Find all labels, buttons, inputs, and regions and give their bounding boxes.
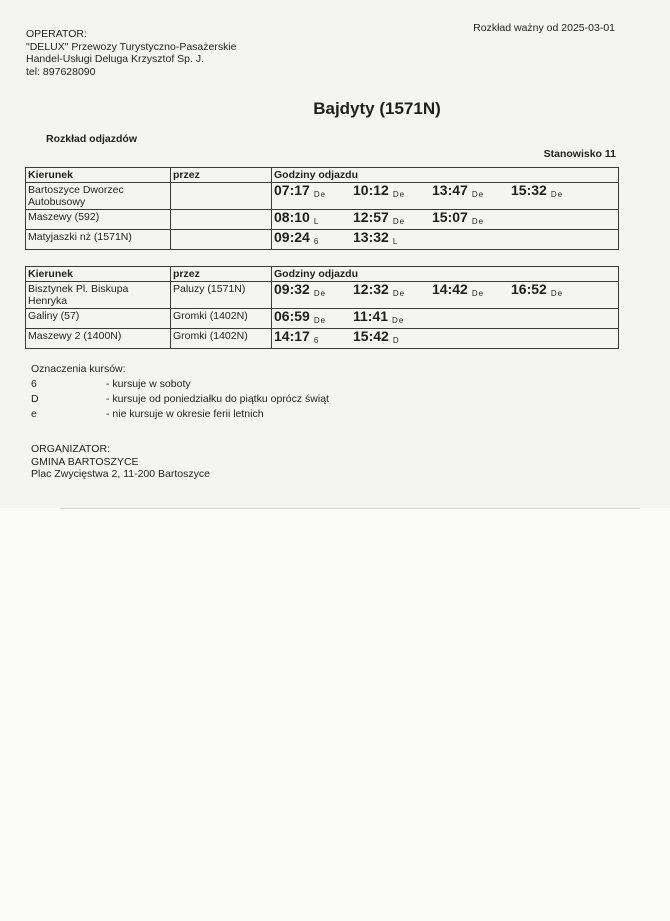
legend-code: e [31,408,37,420]
course-mark: De [313,289,327,298]
stand-number: Stanowisko 11 [543,148,616,160]
departure-time: 13:47 [432,182,468,198]
departure-time: 14:17 [274,328,310,344]
legend-item [31,377,191,392]
legend-block [31,362,329,422]
course-mark: 6 [313,237,320,246]
paper-fold-line [60,508,640,509]
operator-heading: OPERATOR: [26,28,87,40]
table-row [26,309,619,329]
departure-times-cell [272,282,619,309]
course-mark: De [550,190,564,199]
departure-time: 11:41 [353,308,389,324]
legend-item [31,407,264,422]
direction-cell: Bartoszyce Dworzec Autobusowy [26,183,171,210]
departure [274,283,353,300]
direction-header: Kierunek [26,168,171,183]
course-mark: 6 [313,336,320,345]
organizer-block [31,443,210,481]
course-mark: De [471,190,485,199]
legend-description: - kursuje od poniedziałku do piątku oprócz świąt [106,393,329,405]
table-header-row [26,168,619,183]
departure-times-cell [272,210,619,230]
departure-time: 15:42 [353,328,389,344]
departure [274,231,353,248]
departure [353,283,432,300]
departure-time: 15:07 [432,209,468,225]
departure-time: 09:24 [274,229,310,245]
via-header: przez [171,267,272,282]
via-cell [171,183,272,210]
organizer-address: Plac Zwycięstwa 2, 11-200 Bartoszyce [31,468,210,480]
departure-times-cell [272,309,619,329]
direction-cell: Matyjaszki nż (1571N) [26,230,171,250]
table-row [26,282,619,309]
course-mark: L [392,237,399,246]
table-header-row [26,267,619,282]
departure-time: 14:42 [432,281,468,297]
via-cell: Gromki (1402N) [171,329,272,349]
departure [353,310,432,327]
direction-cell: Maszewy (592) [26,210,171,230]
course-mark: D [392,336,400,345]
course-mark: De [392,316,405,325]
course-mark: L [313,217,320,226]
departure [274,310,353,327]
departure-time: 06:59 [274,308,310,324]
departure [432,283,511,300]
departure [274,211,353,228]
legend-title: Oznaczenia kursów: [31,363,126,375]
table-row [26,230,619,250]
departure [274,184,353,201]
departure-time: 13:32 [353,229,389,245]
legend-description: - kursuje w soboty [106,378,191,390]
legend-item [31,392,329,407]
departure-time: 16:52 [511,281,547,297]
direction-cell: Maszewy 2 (1400N) [26,329,171,349]
departure [353,184,432,201]
departure-times-cell [272,230,619,250]
times-header: Godziny odjazdu [272,267,619,282]
legend-description: - nie kursuje w okresie ferii letnich [106,408,264,420]
course-mark: De [313,190,327,199]
course-mark: De [392,190,406,199]
departure-time: 12:32 [353,281,389,297]
departure-time: 09:32 [274,281,310,297]
departure-time: 07:17 [274,182,310,198]
departure [511,184,590,201]
departures-table-1 [25,167,619,250]
via-cell: Gromki (1402N) [171,309,272,329]
table-row [26,210,619,230]
organizer-name: GMINA BARTOSZYCE [31,455,139,468]
course-mark: De [471,289,485,298]
via-cell: Paluzy (1571N) [171,282,272,309]
departure-times-cell [272,183,619,210]
via-cell [171,210,272,230]
direction-cell: Galiny (57) [26,309,171,329]
organizer-heading: ORGANIZATOR: [31,443,110,455]
legend-code: 6 [31,378,37,390]
departure [274,330,353,347]
departure [432,184,511,201]
blank-lower-area [0,508,670,921]
departure-times-cell [272,329,619,349]
departure [353,330,432,347]
departure-time: 08:10 [274,209,310,225]
departure-time: 15:32 [511,182,547,198]
departure [353,231,432,248]
table-row [26,329,619,349]
departure [353,211,432,228]
course-mark: De [392,217,406,226]
operator-block [26,28,237,78]
course-mark: De [392,289,406,298]
via-cell [171,230,272,250]
operator-name-line2: Handel-Usługi Deluga Krzysztof Sp. J. [26,53,204,65]
direction-header: Kierunek [26,267,171,282]
times-header: Godziny odjazdu [272,168,619,183]
course-mark: De [313,316,327,325]
course-mark: De [471,217,485,226]
departure-time: 12:57 [353,209,389,225]
course-mark: De [550,289,564,298]
timetable-subtitle: Rozkład odjazdów [46,133,138,145]
legend-code: D [31,393,39,405]
operator-phone: tel: 897628090 [26,65,96,78]
table-row [26,183,619,210]
departure [511,283,590,300]
direction-cell: Bisztynek Pl. Biskupa Henryka [26,282,171,309]
via-header: przez [171,168,272,183]
stop-title: Bajdyty (1571N) [313,99,441,118]
departure-time: 10:12 [353,182,389,198]
valid-from-date: Rozkład ważny od 2025-03-01 [473,22,615,34]
departure [432,211,511,228]
operator-name-line1: "DELUX" Przewozy Turystyczno-Pasażerskie [26,40,237,53]
departures-table-2 [25,266,619,349]
